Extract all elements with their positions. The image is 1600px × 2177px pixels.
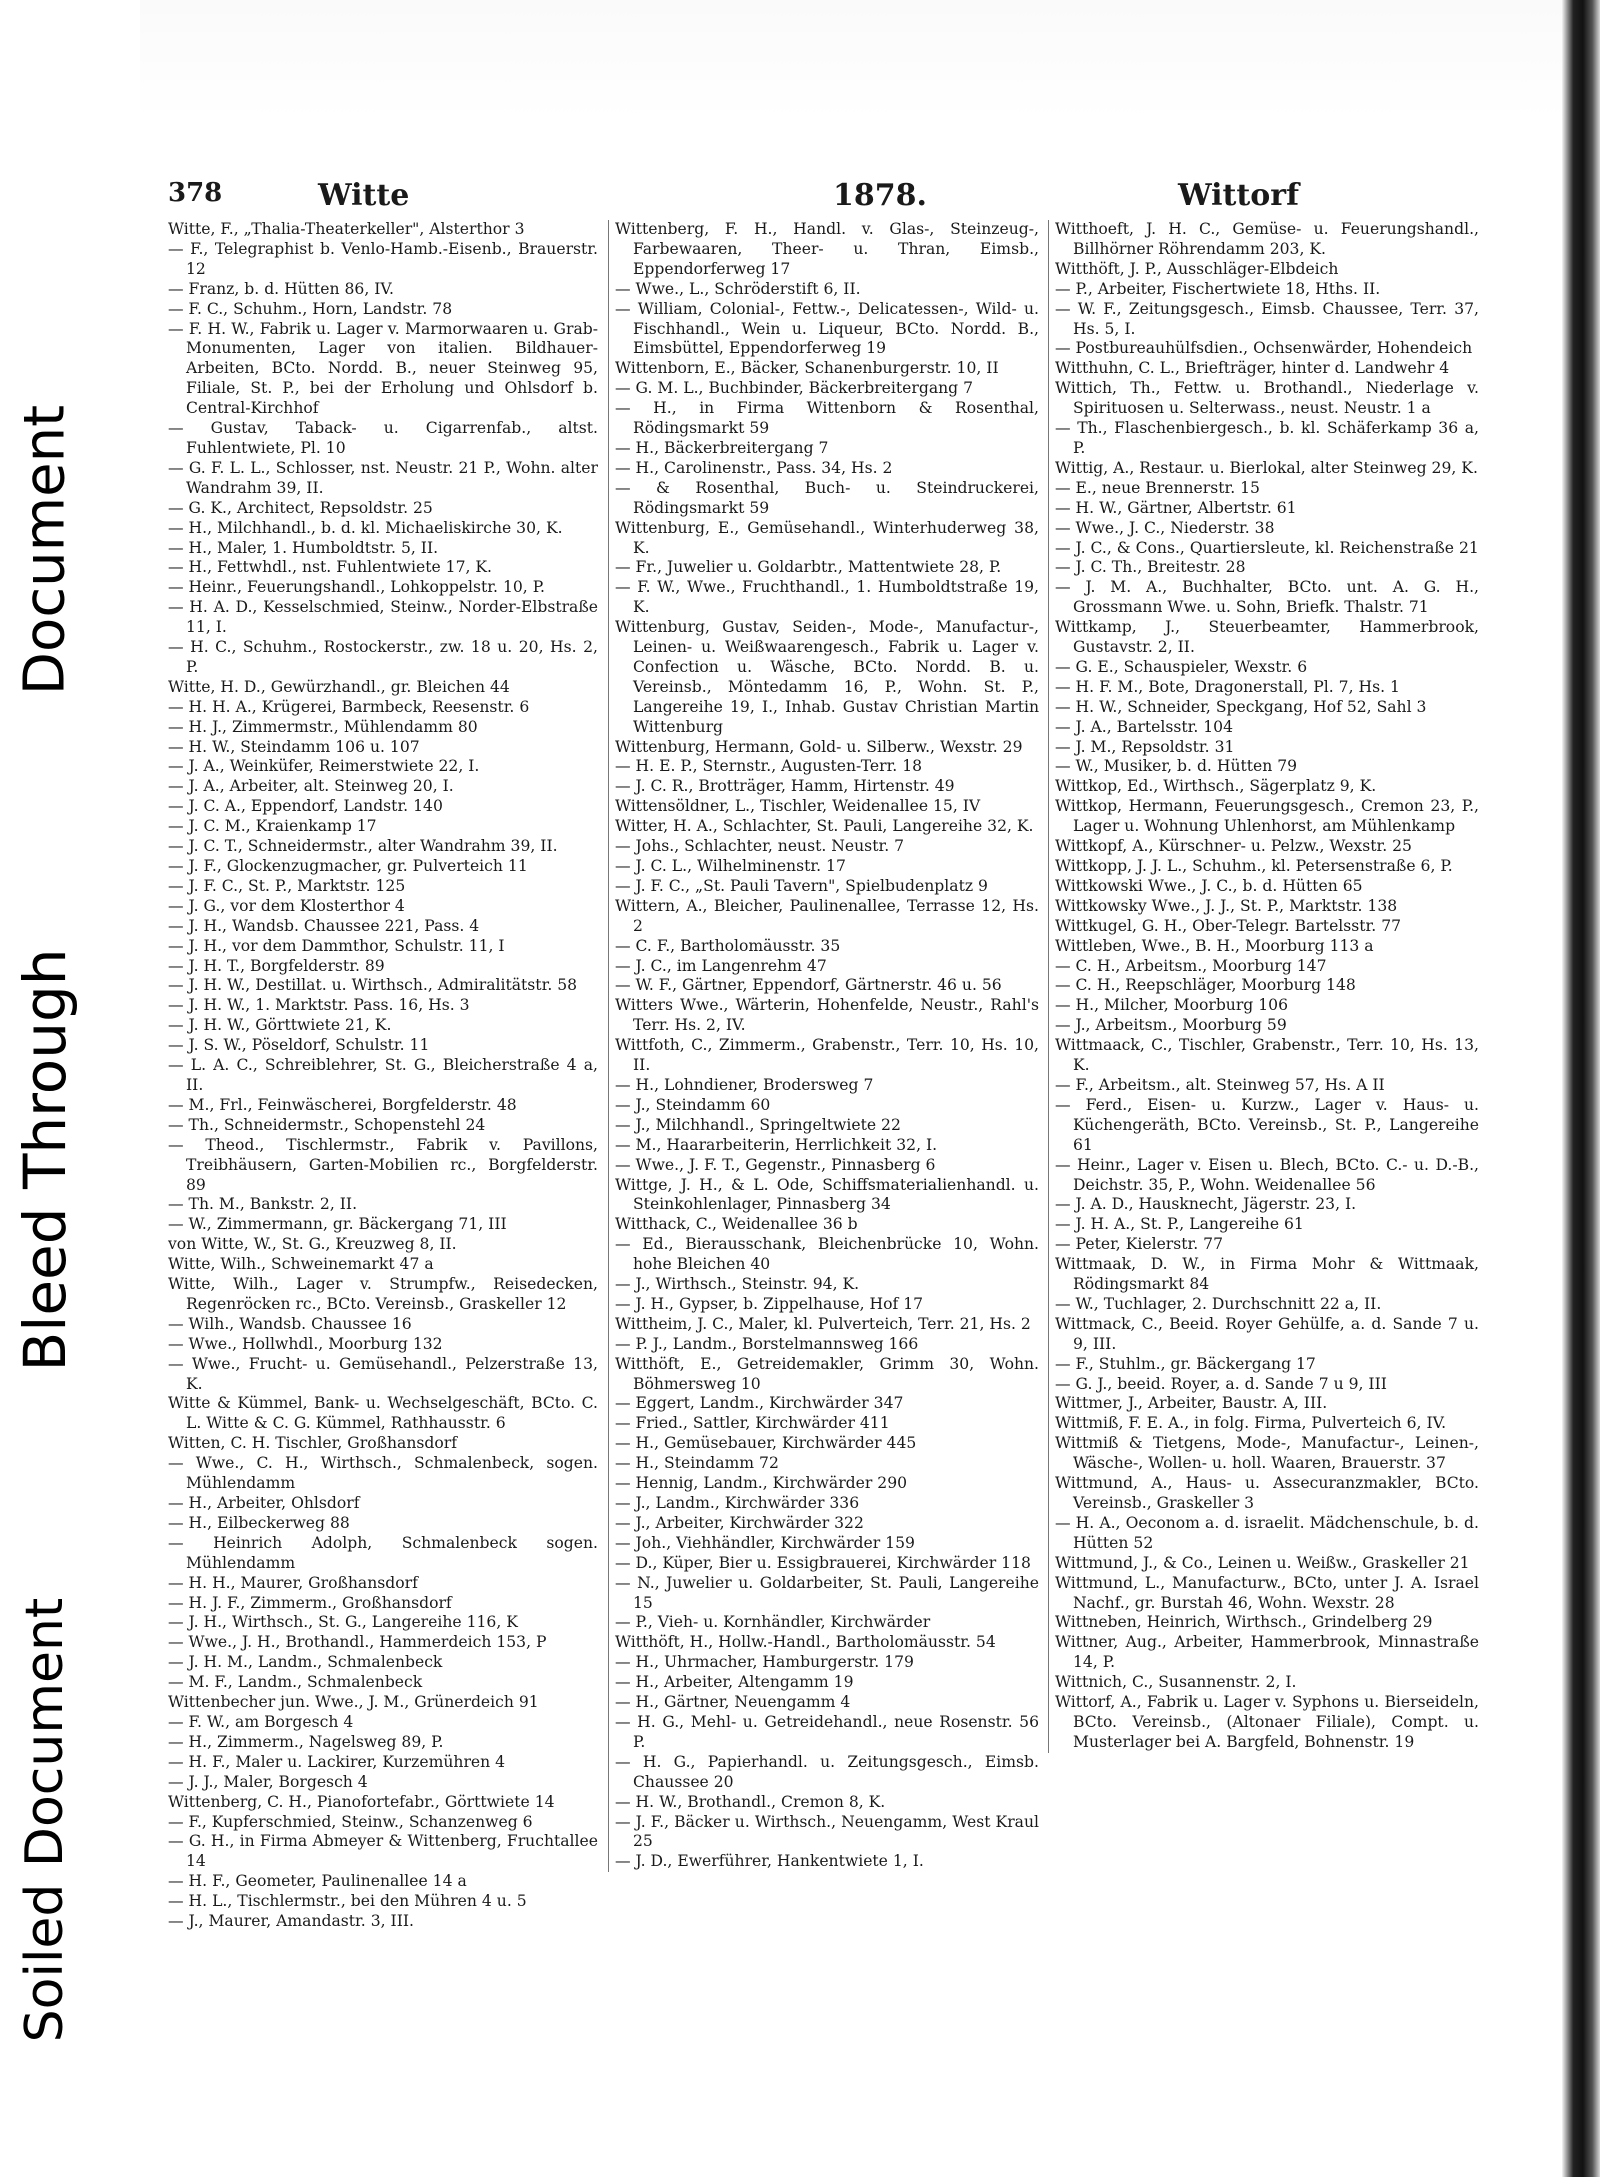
- directory-entry: — Heinr., Feuerungshandl., Lohkoppelstr. 10, P.: [168, 578, 546, 597]
- directory-entry: — L. A. C., Schreiblehrer, St. G., Bleicherstraße 4 a, II.: [168, 1056, 598, 1094]
- directory-entry: — F. H. W., Fabrik u. Lager v. Marmorwaaren u. Grab-Monumenten, Lager von italien. Bildhauer-Arbeiten, BCto. Nordd. B., neuer Steinweg 95, Filiale, St. P., bei der Erholung und Ohlsdorf b. Central-Kirchhof: [168, 319, 598, 418]
- directory-entry: Wittkopf, A., Kürschner- u. Pelzw., Wexstr. 25: [1055, 837, 1412, 856]
- directory-entry: — G. M. L., Buchbinder, Bäckerbreitergang 7: [615, 379, 974, 398]
- directory-entry: Wittner, Aug., Arbeiter, Hammerbrook, Minnastraße 14, P.: [1055, 1633, 1479, 1672]
- directory-entry: Wittmiß, F. E. A., in folg. Firma, Pulverteich 6, IV.: [1055, 1414, 1447, 1433]
- directory-entry: Wittkopp, J. J. L., Schuhm., kl. Petersenstraße 6, P.: [1055, 857, 1453, 875]
- directory-entry: — H., Zimmerm., Nagelsweg 89, P.: [168, 1732, 444, 1751]
- directory-entry: Wittkowsky Wwe., J. J., St. P., Marktstr. 138: [1055, 896, 1398, 915]
- directory-entry: — F. W., am Borgesch 4: [168, 1712, 354, 1731]
- directory-entry: Wittfoth, C., Zimmerm., Grabenstr., Terr. 10, Hs. 10, II.: [615, 1036, 1039, 1075]
- directory-entry: — J. M. A., Buchhalter, BCto. unt. A. G. H., Grossmann Wwe. u. Sohn, Briefk. Thalstr. 71: [1055, 578, 1479, 617]
- directory-entry: von Witte, W., St. G., Kreuzweg 8, II.: [168, 1235, 457, 1254]
- directory-entry: — J. A., Bartelsstr. 104: [1055, 717, 1234, 736]
- directory-entry: — H. G., Papierhandl. u. Zeitungsgesch., Eimsb. Chaussee 20: [615, 1752, 1039, 1791]
- directory-entry: Wittleben, Wwe., B. H., Moorburg 113 a: [1055, 936, 1374, 955]
- directory-entry: — Heinrich Adolph, Schmalenbeck sogen. Mühlendamm: [168, 1533, 598, 1572]
- directory-entry: — F., Stuhlm., gr. Bäckergang 17: [1055, 1354, 1316, 1373]
- directory-entry: — J. M., Repsoldstr. 31: [1055, 737, 1235, 756]
- directory-entry: Wittkop, Hermann, Feuerungsgesch., Cremon 23, P., Lager u. Wohnung Uhlenhorst, am Mühlenkamp: [1055, 797, 1479, 836]
- directory-entry: Wittenbecher jun. Wwe., J. M., Grünerdeich 91: [168, 1693, 539, 1712]
- directory-entry: — H., Uhrmacher, Hamburgerstr. 179: [615, 1653, 914, 1672]
- directory-entry: — J., Maurer, Amandastr. 3, III.: [168, 1912, 414, 1931]
- directory-entry: — J. S. W., Pöseldorf, Schulstr. 11: [168, 1036, 430, 1055]
- directory-entry: Witthöft, H., Hollw.-Handl., Bartholomäusstr. 54: [615, 1633, 996, 1652]
- directory-entry: — N., Juwelier u. Goldarbeiter, St. Pauli, Langereihe 15: [615, 1573, 1039, 1612]
- directory-entry: Witters Wwe., Wärterin, Hohenfelde, Neustr., Rahl's Terr. Hs. 2, IV.: [615, 996, 1039, 1035]
- directory-entry: — F., Kupferschmied, Steinw., Schanzenweg 6: [168, 1812, 533, 1831]
- directory-entry: — G. E., Schauspieler, Wexstr. 6: [1055, 657, 1308, 676]
- directory-entry: — J., Steindamm 60: [615, 1095, 771, 1114]
- directory-entry: Wittensöldner, L., Tischler, Weidenallee 15, IV: [615, 797, 981, 816]
- directory-entry: — J. C. L., Wilhelminenstr. 17: [615, 857, 846, 875]
- directory-entry: — Hennig, Landm., Kirchwärder 290: [615, 1474, 908, 1493]
- scan-binding-edge: [1562, 0, 1600, 2177]
- directory-entry: Wittmack, C., Beeid. Royer Gehülfe, a. d. Sande 7 u. 9, III.: [1055, 1314, 1479, 1353]
- directory-entry: — H. L., Tischlermstr., bei den Mühren 4 u. 5: [168, 1892, 527, 1911]
- column-2: [608, 220, 1039, 1872]
- directory-entry: — F., Telegraphist b. Venlo-Hamb.-Eisenb., Brauerstr. 12: [168, 239, 598, 278]
- side-label-soiled-document: Soiled Document: [15, 1597, 75, 2043]
- directory-entry: — M. F., Landm., Schmalenbeck: [168, 1673, 423, 1692]
- directory-entry: Witthack, C., Weidenallee 36 b: [615, 1215, 858, 1234]
- directory-entry: — J. J., Maler, Borgesch 4: [168, 1772, 368, 1791]
- directory-entry: — Heinr., Lager v. Eisen u. Blech, BCto. C.- u. D.-B., Deichstr. 35, P., Wohn. Weidenallee 56: [1055, 1155, 1479, 1194]
- directory-entry: — J. G., vor dem Klosterthor 4: [168, 896, 405, 915]
- directory-entry: — F., Arbeitsm., alt. Steinweg 57, Hs. A II: [1055, 1075, 1385, 1094]
- directory-entry: — J. C., & Cons., Quartiersleute, kl. Reichenstraße 21: [1055, 538, 1479, 557]
- directory-entry: — H. W., Brothandl., Cremon 8, K.: [615, 1792, 886, 1811]
- directory-entry: — Theod., Tischlermstr., Fabrik v. Pavillons, Treibhäusern, Garten-Mobilien rc., Borgfelderstr. 89: [168, 1135, 598, 1194]
- directory-entry: Wittge, J. H., & L. Ode, Schiffsmaterialienhandl. u. Steinkohlenlager, Pinnasberg 34: [615, 1175, 1039, 1214]
- directory-entry: — C. H., Reepschläger, Moorburg 148: [1055, 976, 1356, 995]
- directory-entry: — J. D., Ewerführer, Hankentwiete 1, I.: [615, 1852, 924, 1871]
- directory-entry: — J. F. C., „St. Pauli Tavern", Spielbudenplatz 9: [615, 876, 988, 895]
- directory-entry: — J., Arbeitsm., Moorburg 59: [1055, 1016, 1287, 1035]
- header-left-keyword: Witte: [318, 178, 410, 213]
- directory-entry: Wittkamp, J., Steuerbeamter, Hammerbrook, Gustavstr. 2, II.: [1055, 618, 1479, 657]
- directory-entry: Witte, H. D., Gewürzhandl., gr. Bleichen 44: [168, 677, 510, 696]
- directory-entry: — J. H., Wandsb. Chaussee 221, Pass. 4: [168, 916, 480, 935]
- directory-entry: — G. H., in Firma Abmeyer & Wittenberg, Fruchtallee 14: [168, 1832, 598, 1871]
- directory-entry: — H. W., Gärtner, Albertstr. 61: [1055, 498, 1297, 517]
- directory-entry: — Gustav, Taback- u. Cigarrenfab., altst. Fuhlentwiete, Pl. 10: [168, 419, 598, 457]
- directory-entry: — F. C., Schuhm., Horn, Landstr. 78: [168, 299, 453, 318]
- directory-entry: — H., Milcher, Moorburg 106: [1055, 996, 1288, 1015]
- directory-entry: — H., Fettwhdl., nst. Fuhlentwiete 17, K.: [168, 558, 493, 577]
- directory-entry: — W., Tuchlager, 2. Durchschnitt 22 a, II.: [1055, 1294, 1382, 1313]
- directory-entry: — J. H. A., St. P., Langereihe 61: [1055, 1215, 1304, 1234]
- page-header: [168, 178, 1528, 222]
- directory-entry: Wittich, Th., Fettw. u. Brothandl., Niederlage v. Spirituosen u. Selterwass., neust. Neustr. 1 a: [1055, 379, 1479, 418]
- directory-entry: Wittkowski Wwe., J. C., b. d. Hütten 65: [1055, 876, 1363, 895]
- directory-entry: Wittmaak, D. W., in Firma Mohr & Wittmaak, Rödingsmarkt 84: [1055, 1255, 1479, 1294]
- directory-entry: — Wwe., L., Schröderstift 6, II.: [615, 279, 861, 298]
- directory-entry: Witte, Wilh., Schweinemarkt 47 a: [168, 1255, 434, 1274]
- directory-entry: — G. F. L. L., Schlosser, nst. Neustr. 21 P., Wohn. alter Wandrahm 39, II.: [168, 458, 598, 497]
- directory-entry: — H., in Firma Wittenborn & Rosenthal, Rödingsmarkt 59: [615, 399, 1039, 438]
- directory-entry: Wittorf, A., Fabrik u. Lager v. Syphons u. Bierseideln, BCto. Vereinsb., (Altonaer Filiale), Compt. u. Musterlager bei A. Bargfeld, Bohnenstr. 19: [1055, 1693, 1479, 1751]
- directory-entry: — H. C., Schuhm., Rostockerstr., zw. 18 u. 20, Hs. 2, P.: [168, 638, 598, 676]
- directory-entry: — P., Arbeiter, Fischertwiete 18, Hths. II.: [1055, 279, 1381, 298]
- directory-entry: — J. C. Th., Breitestr. 28: [1055, 558, 1246, 577]
- side-label-bleed-through: Bleed Through: [11, 948, 79, 1372]
- directory-entry: — J. F., Glockenzugmacher, gr. Pulverteich 11: [168, 857, 528, 875]
- directory-entry: — Eggert, Landm., Kirchwärder 347: [615, 1394, 904, 1413]
- directory-entry: — Peter, Kielerstr. 77: [1055, 1235, 1224, 1254]
- directory-entry: — J. F. C., St. P., Marktstr. 125: [168, 876, 406, 895]
- column-1: [168, 220, 598, 1932]
- side-labels: [0, 380, 90, 2043]
- directory-entry: — J. H. W., Destillat. u. Wirthsch., Admiralitätstr. 58: [168, 976, 578, 995]
- directory-entry: — H. J. F., Zimmerm., Großhansdorf: [168, 1593, 452, 1612]
- directory-entry: Witthoeft, J. H. C., Gemüse- u. Feuerungshandl., Billhörner Röhrendamm 203, K.: [1055, 220, 1479, 258]
- directory-entry: Witte & Kümmel, Bank- u. Wechselgeschäft, BCto. C. L. Witte & C. G. Kümmel, Rathhausstr. 6: [168, 1394, 598, 1433]
- directory-entry: — J., Milchhandl., Springeltwiete 22: [615, 1115, 901, 1134]
- page-number: 378: [168, 178, 223, 208]
- directory-entry: — H. F., Maler u. Lackirer, Kurzemühren 4: [168, 1752, 506, 1771]
- directory-entry: — H. J., Zimmermstr., Mühlendamm 80: [168, 717, 478, 736]
- directory-entry: — C. F., Bartholomäusstr. 35: [615, 936, 841, 955]
- directory-entry: — G. J., beeid. Royer, a. d. Sande 7 u 9, III: [1055, 1374, 1387, 1393]
- directory-entry: Wittmaack, C., Tischler, Grabenstr., Terr. 10, Hs. 13, K.: [1055, 1036, 1479, 1075]
- side-label-document: Document: [12, 404, 78, 696]
- directory-entry: Witthöft, J. P., Ausschläger-Elbdeich: [1055, 259, 1339, 278]
- directory-entry: — H. F., Geometer, Paulinenallee 14 a: [168, 1872, 467, 1891]
- directory-entry: — J. F., Bäcker u. Wirthsch., Neuengamm, West Kraul 25: [615, 1812, 1039, 1851]
- directory-entry: — H. W., Schneider, Speckgang, Hof 52, Sahl 3: [1055, 697, 1427, 716]
- directory-entry: — H., Carolinenstr., Pass. 34, Hs. 2: [615, 458, 893, 477]
- directory-entry: — J. C. A., Eppendorf, Landstr. 140: [168, 797, 443, 816]
- directory-entry: — H., Steindamm 72: [615, 1454, 779, 1473]
- directory-entry: — H. H., Maurer, Großhansdorf: [168, 1573, 418, 1592]
- directory-entry: — H., Arbeiter, Altengamm 19: [615, 1673, 854, 1692]
- directory-entry: Wittmiß & Tietgens, Mode-, Manufactur-, Leinen-, Wäsche-, Wollen- u. holl. Waaren, Brauerstr. 37: [1055, 1434, 1479, 1473]
- directory-entry: — J. C. R., Brotträger, Hamm, Hirtenstr. 49: [615, 777, 955, 796]
- directory-entry: — G. K., Architect, Repsoldstr. 25: [168, 498, 433, 517]
- directory-entry: — J., Landm., Kirchwärder 336: [615, 1494, 860, 1512]
- directory-entry: — W. F., Zeitungsgesch., Eimsb. Chaussee, Terr. 37, Hs. 5, I.: [1055, 299, 1479, 338]
- directory-entry: Witthöft, E., Getreidemakler, Grimm 30, Wohn. Böhmersweg 10: [615, 1354, 1039, 1393]
- directory-entry: — Wwe., J. H., Brothandl., Hammerdeich 153, P: [168, 1633, 547, 1652]
- directory-entry: Wittenberg, F. H., Handl. v. Glas-, Steinzeug-, Farbewaaren, Theer- u. Thran, Eimsb., Eppendorferweg 17: [615, 220, 1039, 278]
- directory-entry: — J. H. M., Landm., Schmalenbeck: [168, 1653, 443, 1672]
- directory-entry: — H., Gärtner, Neuengamm 4: [615, 1693, 851, 1712]
- directory-entry: — William, Colonial-, Fettw.-, Delicatessen-, Wild- u. Fischhandl., Wein u. Liqueur, BCto. Nordd. B., Eimsbüttel, Eppendorferweg 19: [615, 299, 1039, 358]
- directory-entry: — J. H., vor dem Dammthor, Schulstr. 11, I: [168, 936, 505, 955]
- directory-entry: Wittmund, A., Haus- u. Assecuranzmakler, BCto. Vereinsb., Graskeller 3: [1055, 1474, 1479, 1512]
- directory-entry: — Ferd., Eisen- u. Kurzw., Lager v. Haus- u. Küchengeräth, BCto. Vereinsb., St. P., Langereihe 61: [1055, 1095, 1479, 1154]
- directory-entry: — Wwe., C. H., Wirthsch., Schmalenbeck, sogen. Mühlendamm: [168, 1454, 598, 1493]
- directory-entry: Wittkugel, G. H., Ober-Telegr. Bartelsstr. 77: [1055, 916, 1402, 935]
- directory-entry: Wittmund, L., Manufacturw., BCto, unter J. A. Israel Nachf., gr. Burstah 46, Wohn. Wexstr. 28: [1055, 1573, 1479, 1612]
- directory-entry: Wittenberg, C. H., Pianofortefabr., Görttwiete 14: [168, 1792, 555, 1811]
- column-3: [1048, 220, 1479, 1753]
- directory-entry: — H. E. P., Sternstr., Augusten-Terr. 18: [615, 757, 923, 776]
- directory-entry: — H., Bäckerbreitergang 7: [615, 438, 829, 457]
- directory-entry: Witthuhn, C. L., Briefträger, hinter d. Landwehr 4: [1055, 359, 1450, 378]
- directory-entry: Wittenburg, Hermann, Gold- u. Silberw., Wexstr. 29: [615, 737, 1023, 756]
- directory-entry: Witte, Wilh., Lager v. Strumpfw., Reisedecken, Regenröcken rc., BCto. Vereinsb., Graskeller 12: [168, 1275, 598, 1313]
- directory-entry: Witten, C. H. Tischler, Großhansdorf: [168, 1434, 457, 1453]
- directory-entry: — C. H., Arbeitsm., Moorburg 147: [1055, 956, 1327, 975]
- directory-entry: — F. W., Wwe., Fruchthandl., 1. Humboldtstraße 19, K.: [615, 578, 1039, 617]
- directory-entry: — H. A. D., Kesselschmied, Steinw., Norder-Elbstraße 11, I.: [168, 598, 598, 637]
- directory-entry: — H. A., Oeconom a. d. israelit. Mädchenschule, b. d. Hütten 52: [1055, 1513, 1479, 1552]
- directory-entry: — M., Haararbeiterin, Herrlichkeit 32, I.: [615, 1135, 938, 1154]
- directory-entry: — Wwe., Hollwhdl., Moorburg 132: [168, 1334, 443, 1353]
- directory-entry: — H., Gemüsebauer, Kirchwärder 445: [615, 1434, 917, 1453]
- directory-entry: — Wwe., J. F. T., Gegenstr., Pinnasberg 6: [615, 1155, 936, 1174]
- directory-entry: — Wilh., Wandsb. Chaussee 16: [168, 1314, 412, 1333]
- directory-entry: — H., Maler, 1. Humboldtstr. 5, II.: [168, 538, 439, 557]
- directory-entry: — Wwe., J. C., Niederstr. 38: [1055, 518, 1275, 537]
- directory-entry: Wittneben, Heinrich, Wirthsch., Grindelberg 29: [1055, 1613, 1433, 1632]
- directory-entry: — & Rosenthal, Buch- u. Steindruckerei, Rödingsmarkt 59: [615, 478, 1039, 517]
- directory-entry: Wittern, A., Bleicher, Paulinenallee, Terrasse 12, Hs. 2: [615, 896, 1039, 935]
- directory-entry: — Wwe., Frucht- u. Gemüsehandl., Pelzerstraße 13, K.: [168, 1354, 598, 1393]
- directory-entry: — Fr., Juwelier u. Goldarbtr., Mattentwiete 28, P.: [615, 558, 1002, 577]
- directory-entry: — P. J., Landm., Borstelmannsweg 166: [615, 1334, 919, 1353]
- directory-entry: Wittnich, C., Susannenstr. 2, I.: [1055, 1673, 1297, 1692]
- directory-entry: — J. H. T., Borgfelderstr. 89: [168, 956, 385, 975]
- header-year: 1878.: [833, 178, 927, 213]
- directory-entry: — J., Wirthsch., Steinstr. 94, K.: [615, 1275, 860, 1294]
- directory-entry: — P., Vieh- u. Kornhändler, Kirchwärder: [615, 1613, 931, 1632]
- directory-entry: — J. C. T., Schneidermstr., alter Wandrahm 39, II.: [168, 837, 558, 856]
- directory-entry: — H. W., Steindamm 106 u. 107: [168, 737, 420, 756]
- scan-top-shading: [140, 0, 1562, 120]
- directory-entry: Wittmund, J., & Co., Leinen u. Weißw., Graskeller 21: [1055, 1553, 1470, 1572]
- directory-page: [168, 170, 1528, 2120]
- directory-entry: — J. A., Arbeiter, alt. Steinweg 20, I.: [168, 777, 454, 796]
- directory-entry: — Fried., Sattler, Kirchwärder 411: [615, 1414, 890, 1433]
- directory-entry: — J. C., im Langenrehm 47: [615, 956, 827, 975]
- directory-entry: — E., neue Brennerstr. 15: [1055, 478, 1260, 497]
- directory-entry: — J. H. W., 1. Marktstr. Pass. 16, Hs. 3: [168, 996, 470, 1015]
- directory-entry: — Postbureauhülfsdien., Ochsenwärder, Hohendeich: [1055, 339, 1473, 358]
- directory-entry: Witte, F., „Thalia-Theaterkeller", Alsterthor 3: [168, 220, 525, 238]
- directory-entry: — M., Frl., Feinwäscherei, Borgfelderstr. 48: [168, 1095, 517, 1114]
- header-right-keyword: Wittorf: [1178, 178, 1299, 213]
- directory-entry: — H., Eilbeckerweg 88: [168, 1513, 350, 1532]
- directory-entry: — J. H., Gypser, b. Zippelhause, Hof 17: [615, 1294, 924, 1313]
- directory-entry: Wittheim, J. C., Maler, kl. Pulverteich, Terr. 21, Hs. 2: [615, 1314, 1031, 1333]
- directory-entry: — Joh., Viehhändler, Kirchwärder 159: [615, 1533, 915, 1552]
- directory-entry: — Franz, b. d. Hütten 86, IV.: [168, 279, 394, 298]
- directory-entry: Wittkop, Ed., Wirthsch., Sägerplatz 9, K.: [1055, 777, 1377, 796]
- directory-entry: — Ed., Bierausschank, Bleichenbrücke 10, Wohn. hohe Bleichen 40: [615, 1235, 1039, 1274]
- directory-entry: Wittenburg, E., Gemüsehandl., Winterhuderweg 38, K.: [615, 518, 1039, 557]
- directory-entry: Witter, H. A., Schlachter, St. Pauli, Langereihe 32, K.: [615, 817, 1034, 836]
- directory-entry: — H. F. M., Bote, Dragonerstall, Pl. 7, Hs. 1: [1055, 677, 1400, 696]
- directory-entry: — Johs., Schlachter, neust. Neustr. 7: [615, 837, 905, 856]
- directory-entry: — H. H. A., Krügerei, Barmbeck, Reesenstr. 6: [168, 697, 530, 716]
- directory-entry: Wittig, A., Restaur. u. Bierlokal, alter Steinweg 29, K.: [1055, 458, 1478, 477]
- directory-entry: — J. H. W., Görttwiete 21, K.: [168, 1016, 392, 1035]
- directory-entry: — D., Küper, Bier u. Essigbrauerei, Kirchwärder 118: [615, 1553, 1031, 1572]
- directory-entry: — H., Arbeiter, Ohlsdorf: [168, 1494, 360, 1512]
- directory-entry: — Th. M., Bankstr. 2, II.: [168, 1195, 358, 1214]
- directory-entry: — W., Zimmermann, gr. Bäckergang 71, III: [168, 1215, 507, 1234]
- directory-entry: — H. G., Mehl- u. Getreidehandl., neue Rosenstr. 56 P.: [615, 1712, 1039, 1751]
- directory-entry: — J. A. D., Hausknecht, Jägerstr. 23, I.: [1055, 1195, 1357, 1214]
- directory-entry: Wittenburg, Gustav, Seiden-, Mode-, Manufactur-, Leinen- u. Weißwaarengesch., Fabrik u. Lager v. Confection u. Wäsche, BCto. Nordd. B. u. Vereinsb., Möntedamm 16, P., Wohn. St. P., Langereihe 19, I., Inhab. Gustav Christian Martin Wittenburg: [615, 618, 1039, 736]
- directory-entry: — J. A., Weinküfer, Reimerstwiete 22, I.: [168, 757, 480, 776]
- directory-entry: Wittenborn, E., Bäcker, Schanenburgerstr. 10, II: [615, 359, 999, 378]
- directory-entry: — Th., Schneidermstr., Schopenstehl 24: [168, 1115, 486, 1134]
- directory-entry: — H., Lohndiener, Brodersweg 7: [615, 1075, 874, 1094]
- directory-entry: Wittmer, J., Arbeiter, Baustr. A, III.: [1055, 1394, 1328, 1413]
- directory-entry: — J. C. M., Kraienkamp 17: [168, 817, 377, 836]
- directory-entry: — J., Arbeiter, Kirchwärder 322: [615, 1513, 864, 1532]
- directory-entry: — W. F., Gärtner, Eppendorf, Gärtnerstr. 46 u. 56: [615, 976, 1002, 995]
- directory-entry: — Th., Flaschenbiergesch., b. kl. Schäferkamp 36 a, P.: [1055, 419, 1479, 457]
- directory-entry: — W., Musiker, b. d. Hütten 79: [1055, 757, 1298, 776]
- directory-entry: — J. H., Wirthsch., St. G., Langereihe 116, K: [168, 1613, 518, 1632]
- directory-entry: — H., Milchhandl., b. d. kl. Michaeliskirche 30, K.: [168, 518, 563, 537]
